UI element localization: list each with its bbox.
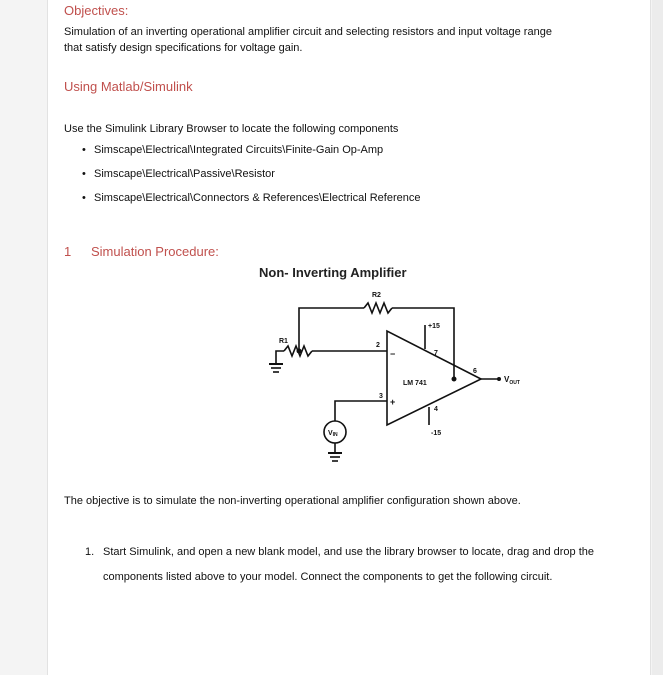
vin-label: VIN xyxy=(328,430,338,438)
list-item xyxy=(82,142,420,166)
bullet-icon: • xyxy=(82,192,86,204)
step-number: 1. xyxy=(85,546,95,558)
objectives-text-line2: that satisfy design specifications for voltage gain. xyxy=(64,42,303,54)
pin6-label: 6 xyxy=(473,368,477,375)
junction-node xyxy=(297,349,302,354)
bullet-icon: • xyxy=(82,168,86,180)
list-item xyxy=(82,166,420,190)
scrollbar-track[interactable] xyxy=(652,0,663,675)
component-path: Simscape\Electrical\Integrated Circuits\Finite-Gain Op-Amp xyxy=(94,144,384,156)
components-intro: Use the Simulink Library Browser to locate the following components xyxy=(64,123,399,135)
objectives-heading: Objectives: xyxy=(64,3,129,18)
amplifier-figure xyxy=(209,263,549,473)
section-number: 1 xyxy=(64,244,72,259)
matlab-heading: Using Matlab/Simulink xyxy=(64,79,193,94)
minus15-label: -15 xyxy=(431,430,442,437)
circuit-diagram xyxy=(209,263,549,473)
junction-node xyxy=(452,377,457,382)
minus-sign: − xyxy=(390,349,396,359)
r2-label: R2 xyxy=(372,292,381,299)
bullet-icon: • xyxy=(82,144,86,156)
feedback-return-wire xyxy=(392,308,454,379)
plus15-label: +15 xyxy=(428,323,440,330)
procedure-heading: Simulation Procedure: xyxy=(91,244,219,259)
component-list xyxy=(82,142,420,214)
pin7-label: 7 xyxy=(434,350,438,357)
noninverting-input-wire xyxy=(335,401,387,421)
component-path: Simscape\Electrical\Connectors & References\Electrical Reference xyxy=(94,192,421,204)
r1-label: R1 xyxy=(279,338,288,345)
chip-label: LM 741 xyxy=(403,380,427,387)
ground-wire-left xyxy=(276,351,284,364)
plus-sign: + xyxy=(390,397,396,407)
pin3-label: 3 xyxy=(379,393,383,400)
output-terminal xyxy=(497,377,501,381)
list-item xyxy=(82,190,420,214)
r2-resistor xyxy=(364,303,392,313)
steps-list xyxy=(85,540,625,590)
figure-title: Non- Inverting Amplifier xyxy=(259,265,407,280)
document-page xyxy=(47,0,651,675)
objective-summary: The objective is to simulate the non-inverting operational amplifier configuration shown above. xyxy=(64,495,521,507)
component-path: Simscape\Electrical\Passive\Resistor xyxy=(94,168,275,180)
feedback-wire xyxy=(299,308,364,349)
objectives-text-line1: Simulation of an inverting operational amplifier circuit and selecting resistors and input voltage range xyxy=(64,26,552,38)
step-text: Start Simulink, and open a new blank model, and use the library browser to locate, drag and drop the components listed above to your model. Connect the components to get the following circuit. xyxy=(103,546,595,583)
pin2-label: 2 xyxy=(376,342,380,349)
vout-label: $V_{OUT}$ xyxy=(504,375,520,386)
list-item xyxy=(85,540,625,590)
pin4-label: 4 xyxy=(434,406,438,413)
